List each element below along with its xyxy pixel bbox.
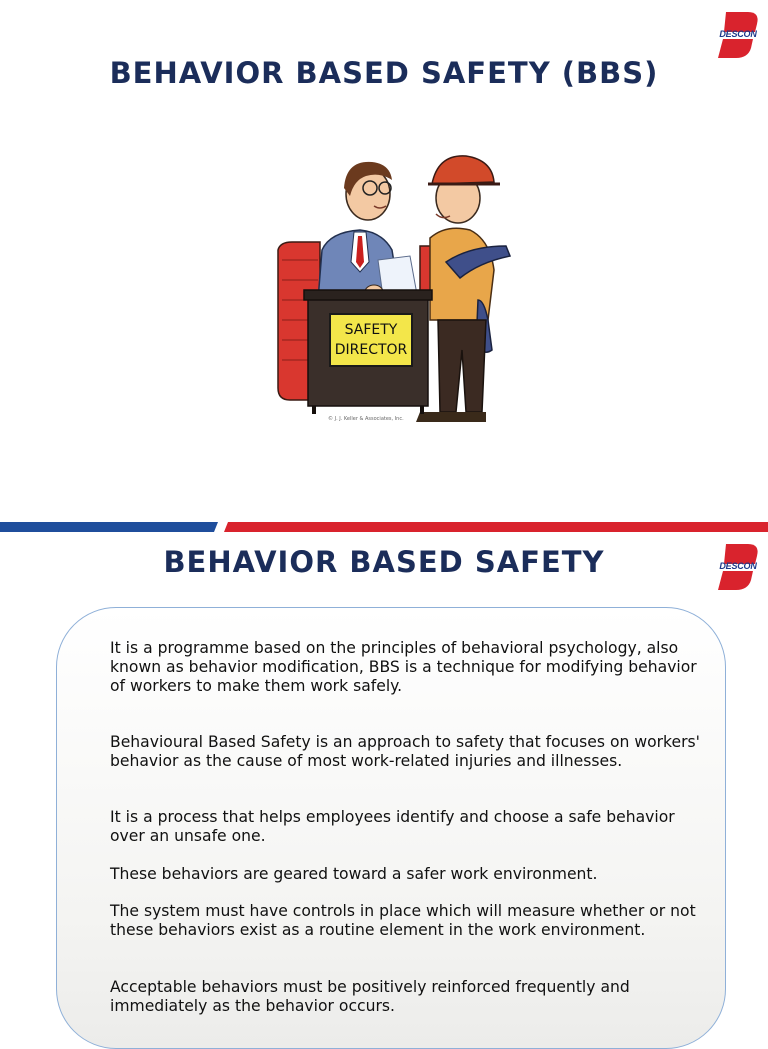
- paragraph-approach: Behavioural Based Safety is an approach to safety that focuses on workers' behavior as the cause of most work-related injuries and illnesses.: [110, 733, 700, 770]
- slide-2-title: BEHAVIOR BASED SAFETY: [163, 545, 605, 579]
- paragraph-reinforcement: Acceptable behaviors must be positively reinforced frequently and immediately as the behavior occurs.: [110, 978, 630, 1015]
- logo-text: DESCON: [719, 29, 757, 39]
- sign-text-safety: SAFETY: [344, 322, 398, 338]
- descon-logo: [716, 12, 760, 58]
- paragraph-controls: The system must have controls in place which will measure whether or not these behaviors exist as a routine element in the work environment.: [110, 902, 696, 939]
- slide-1: [0, 0, 768, 518]
- sign-text-director: DIRECTOR: [334, 342, 408, 358]
- logo-text: DESCON: [719, 561, 757, 571]
- paragraph-process: It is a process that helps employees identify and choose a safe behavior over an unsafe one.: [110, 808, 675, 845]
- safety-director-illustration: [270, 150, 520, 430]
- slide-1-title: BEHAVIOR BASED SAFETY (BBS): [109, 56, 659, 90]
- slide-divider: [0, 518, 768, 532]
- illustration-credit: © J. J. Keller & Associates, Inc.: [328, 416, 404, 422]
- paragraph-geared: These behaviors are geared toward a safer work environment.: [110, 865, 598, 883]
- paragraph-definition: It is a programme based on the principles of behavioral psychology, also known as behavior modification, BBS is a technique for modifying behavior of workers to make them work safely.: [110, 639, 697, 695]
